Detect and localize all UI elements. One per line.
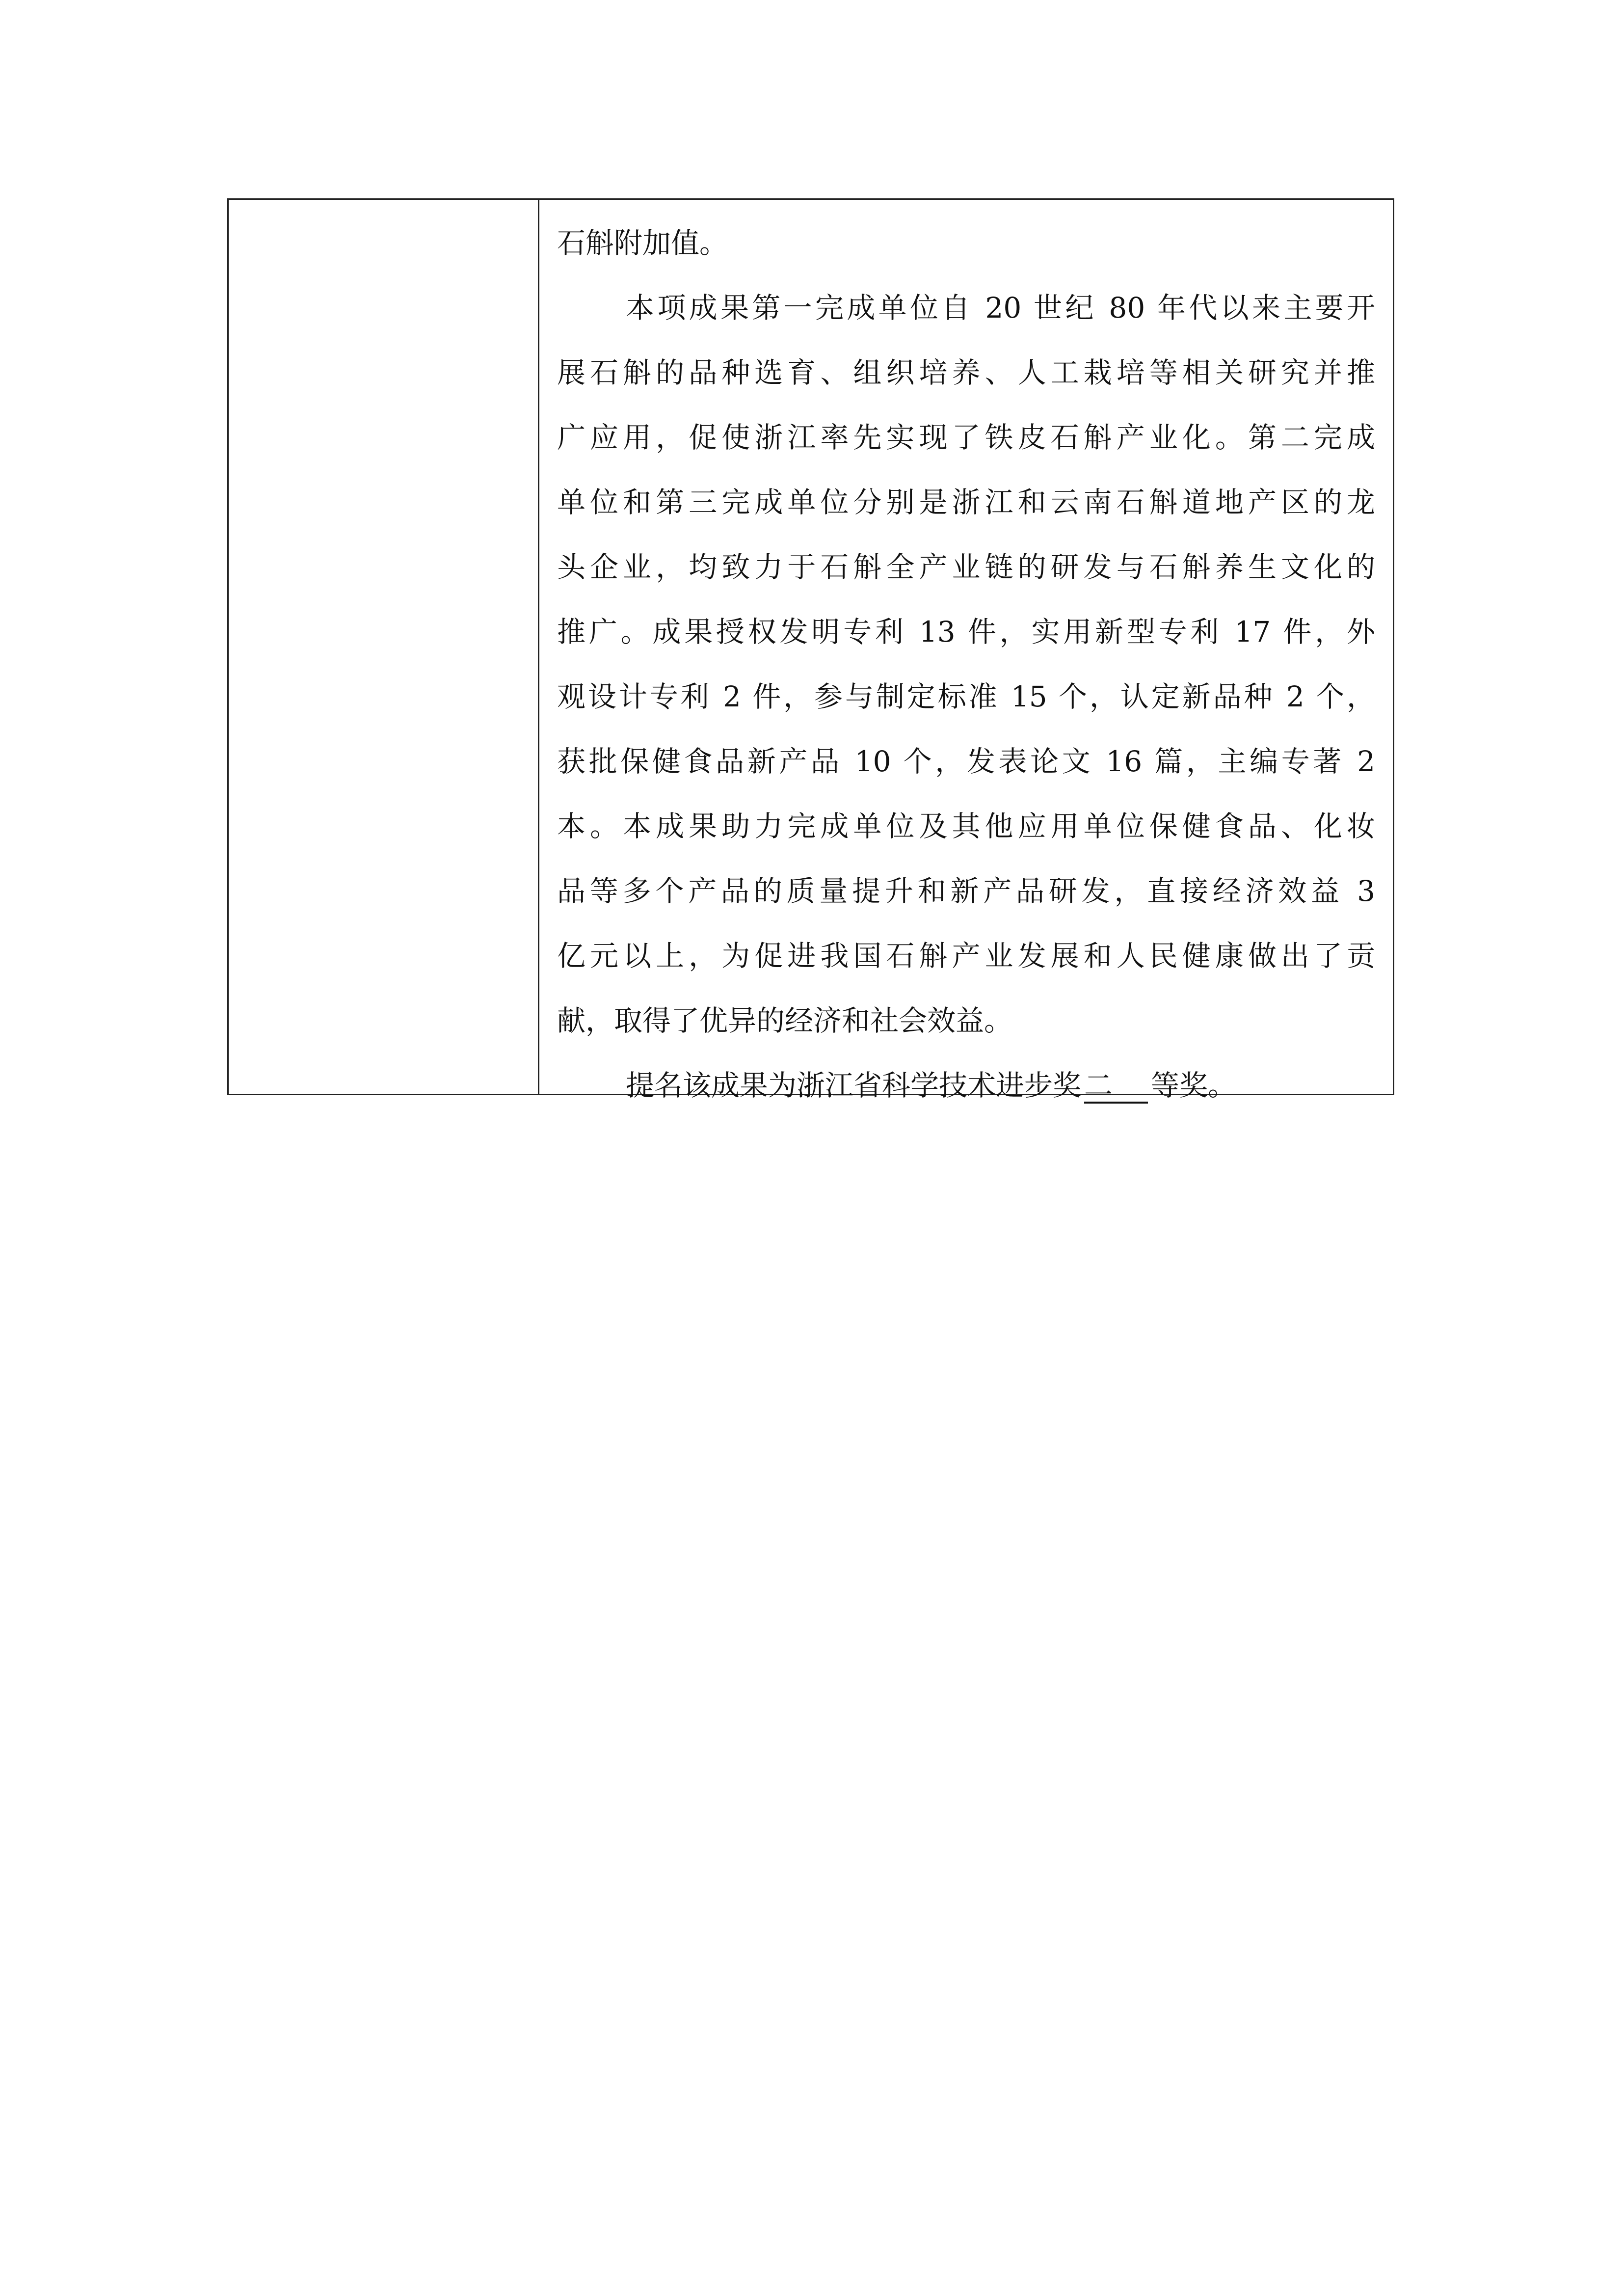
award-grade-blank: 二 [1084, 1069, 1148, 1104]
nomination-prefix: 提名该成果为浙江省科学技术进步奖 [626, 1069, 1082, 1102]
text-line: 单位和第三完成单位分别是浙江和云南石斛道地产区的龙 [557, 486, 1375, 519]
text-line: 获批保健食品新产品 10 个，发表论文 16 篇，主编专著 2 [557, 745, 1375, 778]
text-line: 献，取得了优异的经济和社会效益。 [557, 1004, 1013, 1037]
text-line: 推广。成果授权发明专利 13 件，实用新型专利 17 件，外 [557, 615, 1375, 648]
text-line: 品等多个产品的质量提升和新产品研发，直接经济效益 3 [557, 874, 1375, 908]
document-table [227, 198, 1394, 1102]
text-line: 本。本成果助力完成单位及其他应用单位保健食品、化妆 [557, 810, 1375, 843]
nomination-line [557, 1053, 1375, 1118]
text-line: 观设计专利 2 件，参与制定标准 15 个，认定新品种 2 个， [557, 680, 1375, 713]
text-line: 亿元以上，为促进我国石斛产业发展和人民健康做出了贡 [557, 939, 1375, 972]
table-right-cell [539, 200, 1393, 1102]
text-line: 本项成果第一完成单位自 20 世纪 80 年代以来主要开 [626, 291, 1375, 324]
table-left-cell [229, 200, 539, 1094]
text-line: 石斛附加值。 [557, 226, 728, 260]
text-line: 展石斛的品种选育、组织培养、人工栽培等相关研究并推 [557, 356, 1375, 389]
text-line: 头企业，均致力于石斛全产业链的研发与石斛养生文化的 [557, 550, 1375, 584]
text-line: 广应用，促使浙江率先实现了铁皮石斛产业化。第二完成 [557, 421, 1375, 454]
nomination-suffix: 等奖。 [1151, 1069, 1237, 1102]
